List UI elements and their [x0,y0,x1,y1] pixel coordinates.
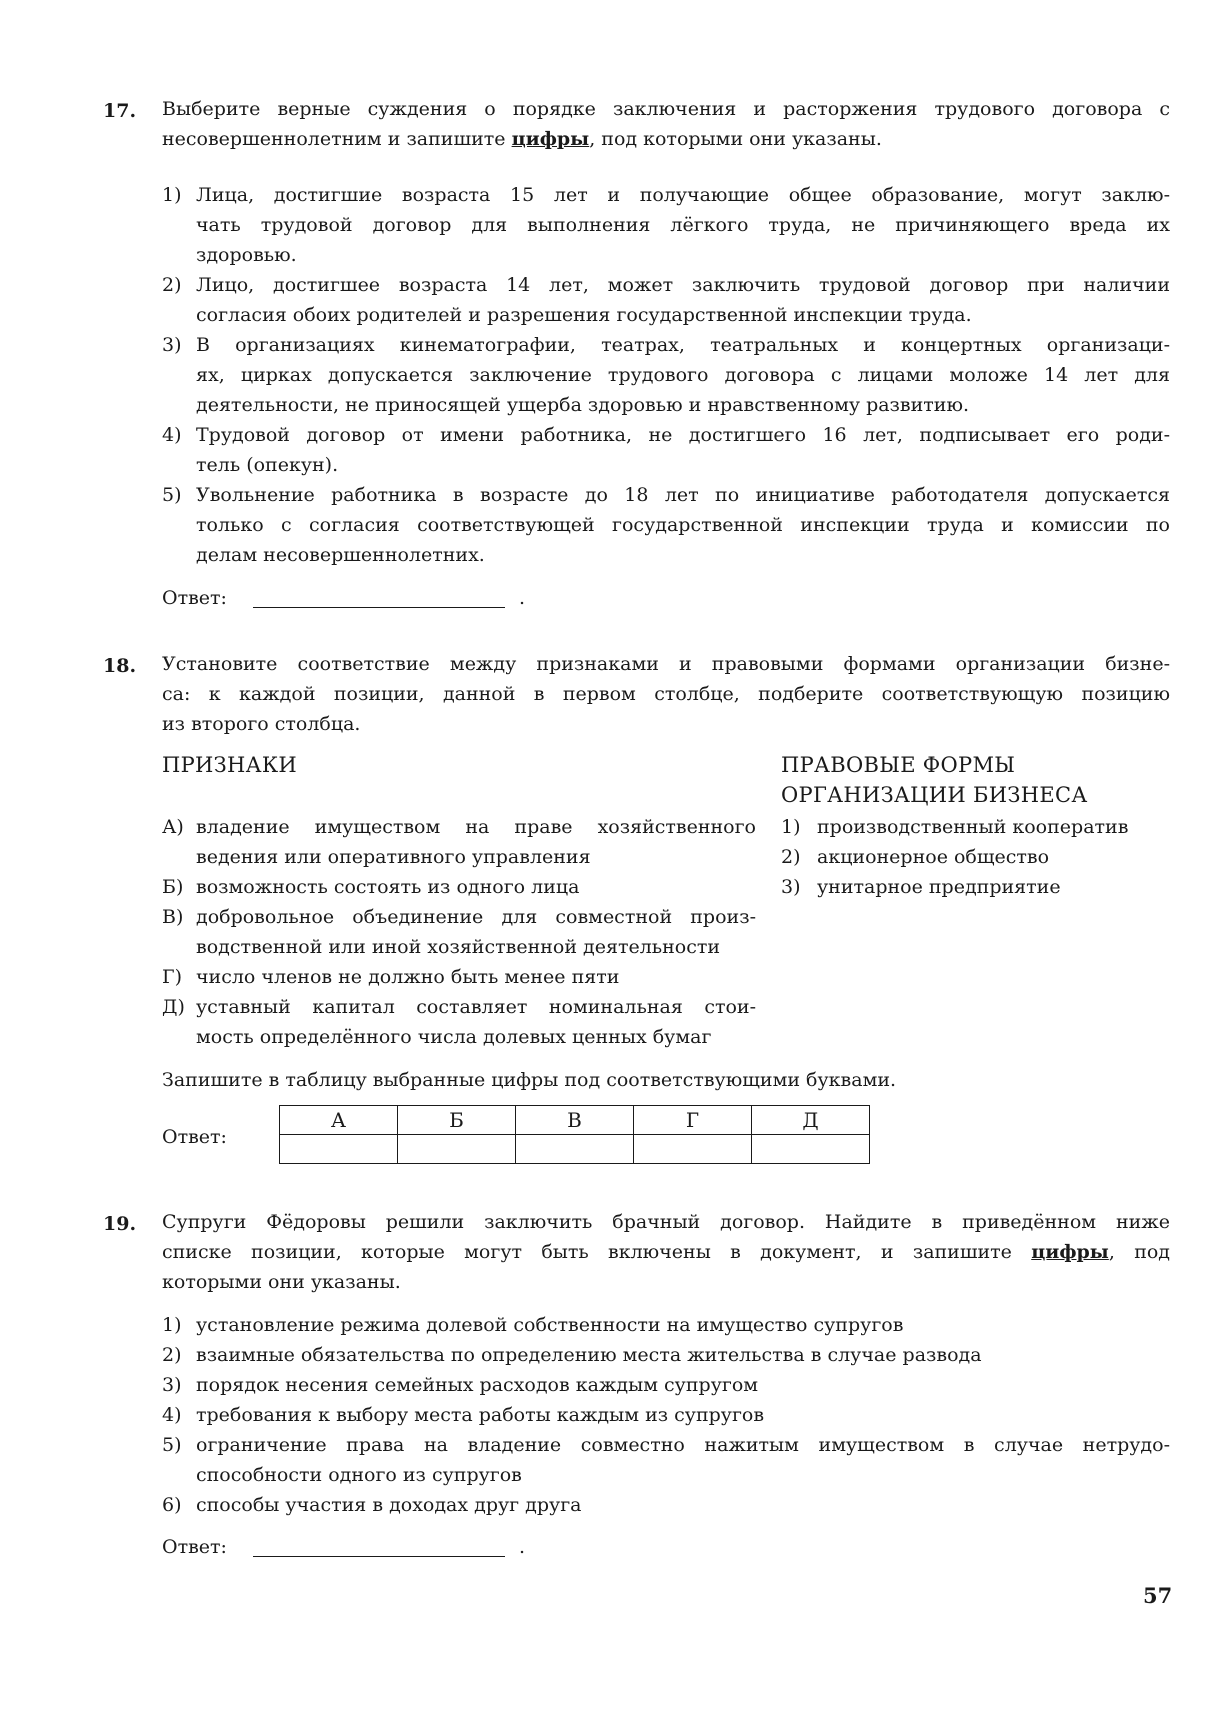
question-17-number: 17. [103,100,137,122]
q18-item-v-label: В) [162,906,184,928]
q18-item-g-label: Г) [162,966,182,988]
q19-option-2-text: взаимные обязательства по определению места жительства в случае развода [196,1344,982,1366]
question-19-prompt-line-3: которыми они указаны. [162,1271,401,1293]
q18-table-header-b: Б [398,1106,516,1135]
q18-item-d-line-1: уставный капитал составляет номинальная стои- [196,996,756,1018]
question-19-prompt-line-1 [162,1207,1170,1237]
q18-item-a-label: А) [162,816,184,838]
q17-option-3-line-2: ях, цирках допускается заключение трудового договора с лицами моложе 14 лет для [196,364,1170,386]
q18-answer-table [279,1105,870,1164]
q18-answer-cell-d[interactable] [752,1135,870,1164]
q18-item-v-line-2: водственной или иной хозяйственной деятельности [196,936,721,958]
q19-option-1-number: 1) [162,1314,182,1336]
q18-item-d [196,992,756,1052]
q19-answer-dot: . [519,1536,526,1558]
q17-option-1-number: 1) [162,184,182,206]
q18-answer-cell-g[interactable] [634,1135,752,1164]
question-17-prompt-line-2 [162,124,882,154]
q18-item-v-line-1: добровольное объединение для совместной произ- [196,906,756,928]
q18-item-a [196,812,756,872]
q19-option-5-line-1: ограничение права на владение совместно нажитым имуществом в случае нетрудо- [196,1434,1170,1456]
question-19-prompt-line-2-text [162,1237,1170,1267]
question-19-prompt-pre: списке позиции, которые могут быть включены в документ, и запишите [162,1241,1032,1263]
q19-option-6-number: 6) [162,1494,182,1516]
q18-item-b-line-1: возможность состоять из одного лица [196,876,580,898]
question-19-prompt-line-2 [162,1237,1170,1267]
q17-option-2-line-1: Лицо, достигшее возраста 14 лет, может заключить трудовой договор при наличии [196,274,1170,296]
q18-table-header-g: Г [634,1106,752,1135]
q17-option-5 [196,480,1170,570]
q18-item-d-label: Д) [162,996,185,1018]
q17-option-4 [196,420,1170,480]
question-17-prompt-post: , под которыми они указаны. [589,128,882,150]
q17-option-2 [196,270,1170,330]
q18-answer-cell-a[interactable] [280,1135,398,1164]
q18-item-a-line-1: владение имуществом на праве хозяйственного [196,816,756,838]
q18-answer-cell-v[interactable] [516,1135,634,1164]
q17-option-1-line-1: Лица, достигшие возраста 15 лет и получающие общее образование, могут заклю- [196,184,1170,206]
question-18-prompt-line-1: Установите соответствие между признаками и правовыми формами организации бизне- [162,653,1170,675]
q18-table-header-d: Д [752,1106,870,1135]
question-18-number: 18. [103,655,137,677]
q17-option-3-line-1: В организациях кинематографии, театрах, театральных и концертных организаци- [196,334,1170,356]
q18-table-header-v: В [516,1106,634,1135]
q17-option-2-number: 2) [162,274,182,296]
q17-option-3-line-3: деятельности, не приносящей ущерба здоровью и нравственному развитию. [196,394,970,416]
page-number: 57 [1143,1583,1173,1608]
left-column-header: ПРИЗНАКИ [162,753,298,777]
q19-option-5-line-2: способности одного из супругов [196,1464,522,1486]
q19-option-1-text: установление режима долевой собственности на имущество супругов [196,1314,904,1336]
q17-option-2-line-2: согласия обоих родителей и разрешения государственной инспекции труда. [196,304,972,326]
q19-option-5-number: 5) [162,1434,182,1456]
q18-item-v [196,902,756,962]
q18-instruction: Запишите в таблицу выбранные цифры под соответствующими буквами. [162,1069,897,1091]
question-17-prompt-line-1-text: Выберите верные суждения о порядке заключения и расторжения трудового договора с [162,98,1170,120]
q17-answer-field[interactable] [253,607,505,608]
q18-answer-label: Ответ: [162,1126,227,1148]
q18-form-2-text: акционерное общество [817,846,1050,868]
q17-answer-dot: . [519,587,526,609]
q17-option-1-line-2: чать трудовой договор для выполнения лёгкого труда, не причиняющего вреда их [196,214,1170,236]
q19-option-4-number: 4) [162,1404,182,1426]
q18-item-d-line-2: мость определённого числа долевых ценных бумаг [196,1026,712,1048]
q19-option-3-text: порядок несения семейных расходов каждым супругом [196,1374,759,1396]
question-19-prompt-emphasis: цифры [1031,1241,1109,1263]
q18-form-1-text: производственный кооператив [817,816,1129,838]
q17-option-1 [196,180,1170,270]
q18-answer-table-input-row [280,1135,870,1164]
question-19-prompt-line-1-text: Супруги Фёдоровы решили заключить брачный договор. Найдите в приведённом ниже [162,1211,1170,1233]
q18-form-3-text: унитарное предприятие [817,876,1061,898]
q19-answer-label: Ответ: [162,1536,227,1558]
q18-item-b-label: Б) [162,876,184,898]
q18-item-g-line-1: число членов не должно быть менее пяти [196,966,620,988]
q18-item-b [196,872,756,902]
question-17-prompt-line-1 [162,94,1170,124]
q18-answer-cell-b[interactable] [398,1135,516,1164]
question-18-prompt-line-2: са: к каждой позиции, данной в первом столбце, подберите соответствующую позицию [162,683,1170,705]
right-column-header-line-1: ПРАВОВЫЕ ФОРМЫ [781,753,1016,777]
q17-option-4-line-2: тель (опекун). [196,454,339,476]
question-17-prompt-pre: несовершеннолетним и запишите [162,128,512,150]
q19-option-6-text: способы участия в доходах друг друга [196,1494,582,1516]
q18-form-1-label: 1) [781,816,801,838]
q19-option-2-number: 2) [162,1344,182,1366]
q18-table-header-a: А [280,1106,398,1135]
question-18-prompt [162,649,1170,739]
question-19-number: 19. [103,1213,137,1235]
q17-option-3 [196,330,1170,420]
question-18-prompt-line-3: из второго столбца. [162,713,361,735]
q17-option-4-line-1: Трудовой договор от имени работника, не достигшего 16 лет, подписывает его роди- [196,424,1170,446]
right-column-header-line-2: ОРГАНИЗАЦИИ БИЗНЕСА [781,783,1088,807]
q17-option-5-line-3: делам несовершеннолетних. [196,544,485,566]
q18-form-3-label: 3) [781,876,801,898]
q19-option-5 [196,1430,1170,1490]
q17-option-5-line-1: Увольнение работника в возрасте до 18 лет по инициативе работодателя допускается [196,484,1170,506]
q19-option-4-text: требования к выбору места работы каждым из супругов [196,1404,765,1426]
q17-option-5-number: 5) [162,484,182,506]
q18-answer-table-header-row [280,1106,870,1135]
question-19-prompt-post: , под [1108,1241,1170,1263]
q19-answer-field[interactable] [253,1556,505,1557]
q17-option-3-number: 3) [162,334,182,356]
q18-item-a-line-2: ведения или оперативного управления [196,846,591,868]
q18-form-2-label: 2) [781,846,801,868]
q18-item-g [196,962,756,992]
q19-option-3-number: 3) [162,1374,182,1396]
question-17-prompt-emphasis: цифры [511,128,590,150]
q17-option-4-number: 4) [162,424,182,446]
q17-answer-label: Ответ: [162,587,227,609]
q17-option-1-line-3: здоровью. [196,244,297,266]
q17-option-5-line-2: только с согласия соответствующей государственной инспекции труда и комиссии по [196,514,1170,536]
